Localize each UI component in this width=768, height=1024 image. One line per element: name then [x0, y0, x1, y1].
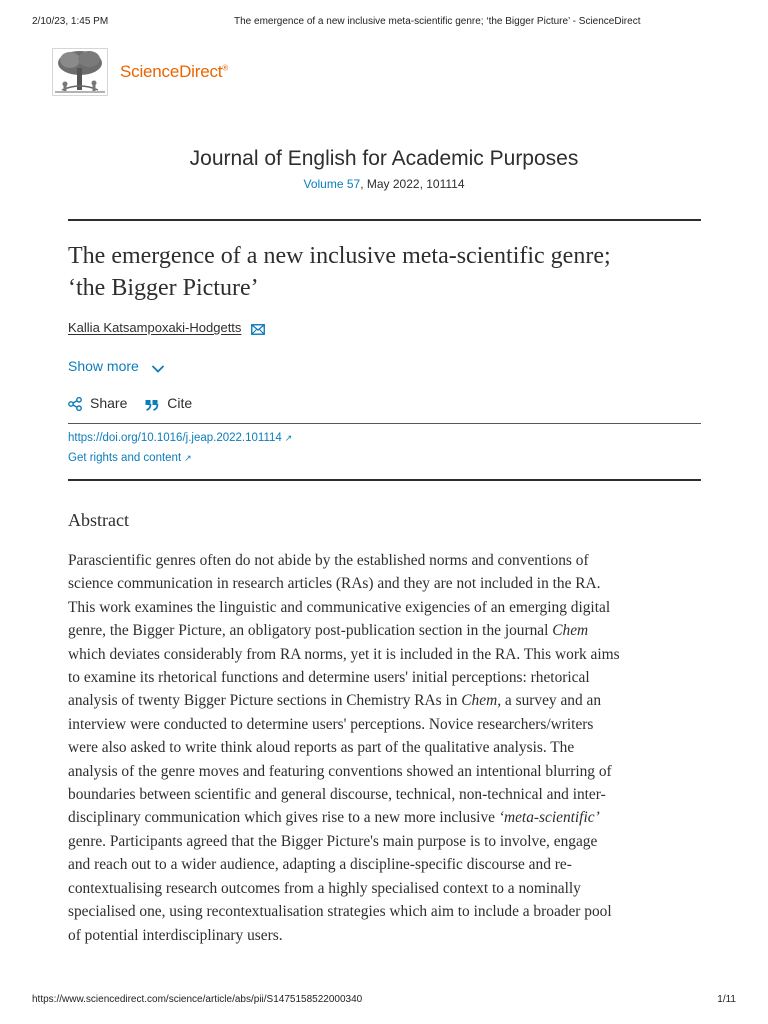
rights-link[interactable] — [68, 452, 192, 464]
abstract-line — [68, 853, 704, 876]
author-list — [68, 320, 265, 335]
abstract-line — [68, 666, 704, 689]
rights-text: Get rights and content — [68, 452, 182, 464]
cite-label: Cite — [167, 395, 193, 411]
print-header — [32, 16, 736, 30]
links-divider — [68, 479, 701, 481]
external-link-icon: ↗ — [284, 433, 293, 443]
abstract-emphasis: Chem — [552, 622, 589, 640]
article-title-line-2: ‘the Bigger Picture’ — [68, 275, 259, 301]
print-url: https://www.sciencedirect.com/science/article/abs/pii/S1475158522000340 — [32, 994, 363, 1005]
abstract-segment: and reach out to a wider audience, adapting a discipline-specific discourse and re- — [68, 856, 572, 874]
abstract-segment: boundaries between scientific and general discourse, technical, non-technical and inter- — [68, 786, 606, 804]
abstract-heading: Abstract — [68, 510, 129, 530]
article-title-line-1: The emergence of a new inclusive meta-scientific genre; — [68, 243, 611, 269]
abstract-segment: genre, the Bigger Picture, an obligatory post-publication section in the journal — [68, 622, 553, 640]
journal-title[interactable]: Journal of English for Academic Purposes — [189, 147, 579, 170]
doi-link[interactable] — [68, 432, 292, 444]
abstract-segment: which deviates considerably from RA norms, yet it is included in the RA. This work aims — [68, 645, 620, 663]
article-actions — [68, 395, 206, 411]
author-link[interactable]: Kallia Katsampoxaki-Hodgetts — [68, 320, 242, 335]
print-page-title: The emergence of a new inclusive meta-scientific genre; ‘the Bigger Picture’ - ScienceDirect — [234, 16, 641, 27]
abstract-line — [68, 900, 704, 923]
abstract-segment: contextualising research outcomes from a highly specialised context to a nominally — [68, 879, 581, 897]
print-footer — [32, 994, 736, 1008]
cite-button[interactable] — [145, 395, 192, 411]
share-button[interactable] — [68, 395, 127, 411]
show-more-button[interactable] — [68, 358, 165, 374]
article-title — [68, 240, 708, 304]
abstract-line — [68, 549, 704, 572]
abstract-segment: a survey and an — [501, 692, 602, 710]
quote-icon — [145, 399, 159, 411]
abstract-line — [68, 760, 704, 783]
doi-text: https://doi.org/10.1016/j.jeap.2022.101114 — [68, 432, 282, 444]
abstract-segment: analysis of twenty Bigger Picture sections in Chemistry RAs in — [68, 692, 462, 710]
abstract-emphasis: ‘meta-scientific’ — [498, 809, 600, 827]
journal-issue-info — [0, 177, 768, 191]
print-date: 2/10/23, 1:45 PM — [32, 16, 109, 27]
abstract-segment: Parascientific genres often do not abide by the established norms and conventions of — [68, 552, 589, 569]
envelope-icon[interactable] — [251, 324, 265, 335]
abstract-segment: of potential interdisciplinary users. — [68, 926, 283, 944]
issue-details: , May 2022, 101114 — [360, 177, 465, 191]
brand-name: ScienceDirect® — [120, 62, 228, 81]
share-icon — [68, 397, 82, 411]
abstract-segment: science communication in research articles (RAs) and they are not included in the RA. — [68, 575, 601, 593]
share-label: Share — [90, 395, 128, 411]
abstract-segment: to examine its rhetorical functions and determine users' initial perceptions: rhetorical — [68, 669, 590, 687]
abstract-segment: disciplinary communication which gives rise to a new more inclusive — [68, 809, 499, 827]
abstract-line — [68, 619, 704, 642]
abstract-text — [68, 549, 704, 947]
abstract-line — [68, 924, 704, 947]
external-link-icon: ↗ — [184, 453, 192, 463]
abstract-line — [68, 713, 704, 736]
abstract-line — [68, 806, 704, 829]
show-more-label: Show more — [68, 358, 139, 374]
header-divider — [68, 219, 701, 221]
volume-link[interactable]: Volume 57 — [303, 177, 361, 191]
abstract-segment: specialised one, using recontextualisation strategies which aim to include a broader pool — [68, 903, 612, 921]
abstract-emphasis: Chem, — [461, 692, 502, 710]
abstract-line — [68, 643, 704, 666]
abstract-line — [68, 830, 704, 853]
actions-divider — [68, 423, 701, 424]
abstract-segment: were also asked to write think aloud reports as part of the qualitative analysis. The — [68, 739, 575, 757]
abstract-line — [68, 877, 704, 900]
chevron-down-icon — [151, 364, 165, 374]
abstract-line — [68, 572, 704, 595]
abstract-segment: This work examines the linguistic and communicative exigencies of an emerging digital — [68, 598, 611, 616]
abstract-segment: analysis of the genre moves and featuring conventions showed an intentional blurring of — [68, 762, 612, 780]
abstract-line — [68, 736, 704, 759]
abstract-line — [68, 689, 704, 712]
abstract-line — [68, 596, 704, 619]
elsevier-tree-icon — [52, 48, 108, 96]
print-page-number: 1/11 — [717, 994, 736, 1005]
abstract-segment: genre. Participants agreed that the Bigger Picture's main purpose is to involve, engage — [68, 832, 598, 850]
abstract-segment: interview were conducted to determine users' perceptions. Novice researchers/writers — [68, 715, 594, 733]
abstract-line — [68, 783, 704, 806]
